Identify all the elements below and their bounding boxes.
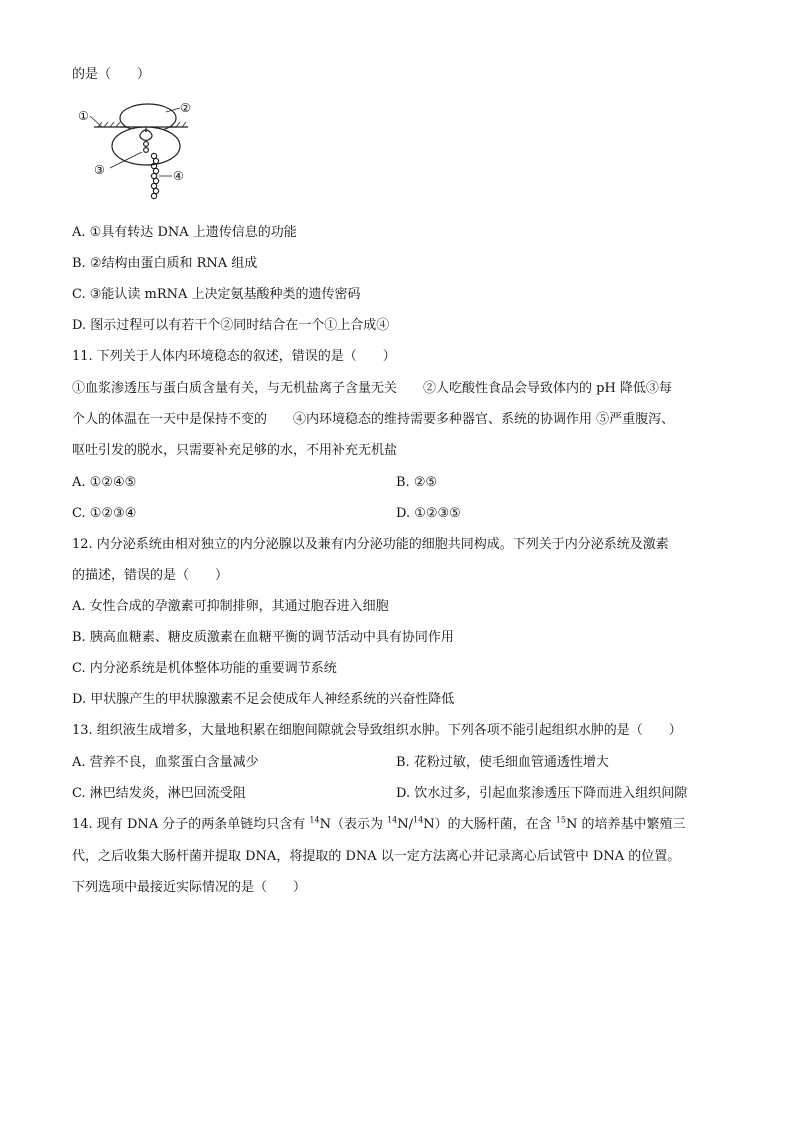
q12-stem: 12. 内分泌系统由相对独立的内分泌腺以及兼有内分泌功能的细胞共同构成。下列关于内分泌系统及激素 <box>72 537 669 552</box>
q11-statement-line: ①血浆渗透压与蛋白质含量有关，与无机盐离子含量无关 ②人吃酸性食品会导致体内的 pH 降低③每 <box>72 381 672 396</box>
q11-option-c: C. ①②③④ <box>72 506 137 521</box>
ribosome-translation-figure <box>76 94 196 210</box>
q10-option-d: D. 图示过程可以有若干个②同时结合在一个①上合成④ <box>72 318 390 333</box>
q12-option-b: B. 胰高血糖素、糖皮质激素在血糖平衡的调节活动中具有协同作用 <box>72 630 454 645</box>
q13-option-b: B. 花粉过敏，使毛细血管通透性增大 <box>396 755 609 770</box>
q12-stem-cont: 的描述，错误的是（ ） <box>72 568 229 583</box>
label-4: ④ <box>173 169 184 183</box>
q10-option-a: A. ①具有转达 DNA 上遗传信息的功能 <box>72 225 297 240</box>
q13-option-a: A. 营养不良，血浆蛋白含量减少 <box>72 755 259 770</box>
q11-stem: 11. 下列关于人体内环境稳态的叙述，错误的是（ ） <box>72 349 396 364</box>
question-tail: 的是（ ） <box>72 67 151 82</box>
q12-option-d: D. 甲状腺产生的甲状腺激素不足会使成年人神经系统的兴奋性降低 <box>72 692 455 707</box>
label-1: ① <box>78 109 89 123</box>
q14-stem-cont: 下列选项中最接近实际情况的是（ ） <box>72 880 307 895</box>
q10-option-b: B. ②结构由蛋白质和 RNA 组成 <box>72 256 258 271</box>
q14-stem: 14. 现有 DNA 分子的两条单链均只含有 $^{14}$N（表示为 $^{14}$N/$^{14}$N）的大肠杆菌，在含 $^{15}$N 的培养基中繁殖三 <box>72 815 686 832</box>
q11-option-a: A. ①②④⑤ <box>72 475 137 490</box>
q13-stem: 13. 组织液生成增多，大量地积累在细胞间隙就会导致组织水肿。下列各项不能引起组织水肿的是（ ） <box>72 723 682 738</box>
label-3: ③ <box>94 163 105 177</box>
q11-statement-line: 呕吐引发的脱水，只需要补充足够的水，不用补充无机盐 <box>72 443 398 458</box>
q12-option-c: C. 内分泌系统是机体整体功能的重要调节系统 <box>72 661 337 676</box>
q14-stem-cont: 代，之后收集大肠杆菌并提取 DNA，将提取的 DNA 以一定方法离心并记录离心后试管中 DNA 的位置。 <box>72 849 681 864</box>
q11-option-d: D. ①②③⑤ <box>396 506 461 521</box>
label-2: ② <box>180 101 191 115</box>
q10-option-c: C. ③能认读 mRNA 上决定氨基酸种类的遗传密码 <box>72 287 361 302</box>
q11-option-b: B. ②⑤ <box>396 475 438 490</box>
q12-option-a: A. 女性合成的孕激素可抑制排卵，其通过胞吞进入细胞 <box>72 599 389 614</box>
q13-option-d: D. 饮水过多，引起血浆渗透压下降而进入组织间隙 <box>396 786 688 801</box>
q11-statement-line: 个人的体温在一天中是保持不变的 ④内环境稳态的维持需要多种器官、系统的协调作用 ⑤严重腹泻、 <box>72 412 675 427</box>
q13-option-c: C. 淋巴结发炎，淋巴回流受阻 <box>72 786 246 801</box>
